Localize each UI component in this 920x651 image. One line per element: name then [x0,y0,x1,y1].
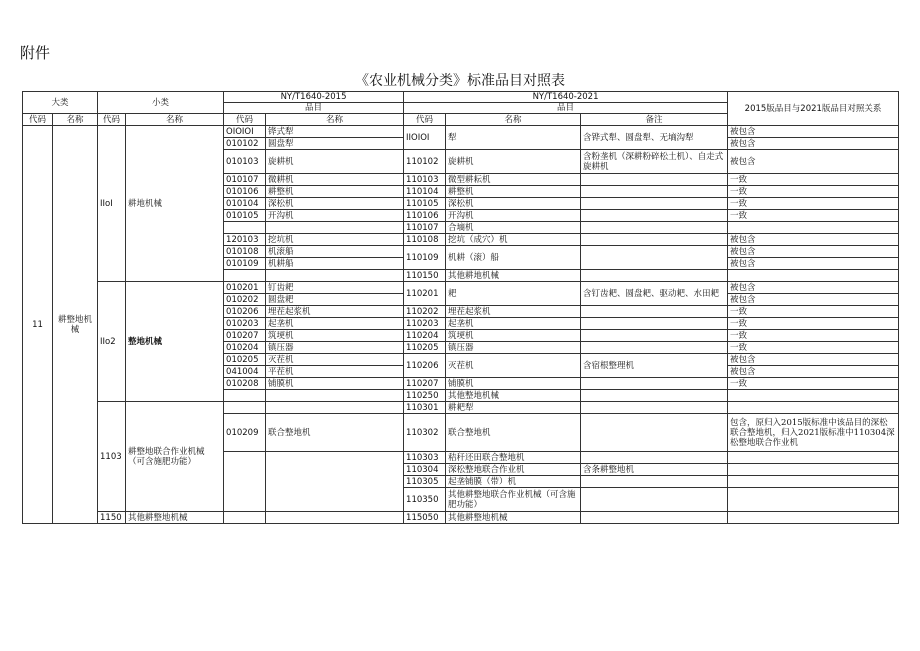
name-2021: 灭茬机 [446,354,581,378]
code-2021: 110206 [404,354,446,378]
name-2021: 秸秆还田联合整地机 [446,452,581,464]
relation: 一致 [728,330,899,342]
code-2015: 010103 [224,150,266,174]
minor-code: IIo2 [98,282,126,402]
code-2021: IIOIOI [404,126,446,150]
major-name: 耕整地机械 [53,126,98,524]
header-major-name: 名称 [53,114,98,126]
code-2015: 010105 [224,210,266,222]
header-relation: 2015版品目与2021版品目对照关系 [728,92,899,126]
name-2015: 耕整机 [266,186,404,198]
minor-code: 1150 [98,512,126,524]
note: 含钉齿耙、圆盘耙、驱动耙、水田耙 [581,282,728,306]
code-2015: 010106 [224,186,266,198]
name-2021: 耕耙犁 [446,402,581,414]
relation: 被包含 [728,150,899,174]
code-2021: 110207 [404,378,446,390]
name-2015: 深松机 [266,198,404,210]
code-2015: 010102 [224,138,266,150]
note [581,174,728,186]
header-std-2015: NY/T1640-2015 [224,92,404,103]
code-2021: 110205 [404,342,446,354]
relation [728,270,899,282]
note [581,342,728,354]
note [581,512,728,524]
header-note: 备注 [581,114,728,126]
name-2015 [266,402,404,414]
name-2021: 筑埂机 [446,330,581,342]
header-code-2015: 代码 [224,114,266,126]
name-2021: 旋耕机 [446,150,581,174]
header-minor: 小类 [98,92,224,114]
code-2021: 110108 [404,234,446,246]
note [581,270,728,282]
name-2015: 旋耕机 [266,150,404,174]
code-2015 [224,222,266,234]
code-2021: 110201 [404,282,446,306]
relation: 被包含 [728,258,899,270]
code-2021: 110102 [404,150,446,174]
name-2021: 耙 [446,282,581,306]
minor-name: 耕整地联合作业机械（可含施肥功能） [126,402,224,512]
name-2015: 铺膜机 [266,378,404,390]
relation [728,476,899,488]
code-2015 [224,452,266,512]
relation: 一致 [728,186,899,198]
note [581,186,728,198]
name-2021: 联合整地机 [446,414,581,452]
code-2021: 110301 [404,402,446,414]
note: 含铧式犁、圆盘犁、无墒沟犁 [581,126,728,150]
note [581,378,728,390]
code-2021: 110106 [404,210,446,222]
code-2015: 010107 [224,174,266,186]
name-2015: 机滚船 [266,246,404,258]
comparison-table [22,91,899,524]
name-2015: 开沟机 [266,210,404,222]
name-2015: 铧式犁 [266,126,404,138]
header-code-2021: 代码 [404,114,446,126]
table-row [23,126,899,138]
note [581,476,728,488]
note: 含宿根整理机 [581,354,728,378]
name-2015: 圆盘耙 [266,294,404,306]
relation: 被包含 [728,234,899,246]
header-major-code: 代码 [23,114,53,126]
relation: 一致 [728,342,899,354]
code-2015: 010109 [224,258,266,270]
header-item-2015: 品目 [224,103,404,114]
relation: 一致 [728,198,899,210]
code-2021: 110105 [404,198,446,210]
header-minor-name: 名称 [126,114,224,126]
note [581,306,728,318]
name-2015: 平茬机 [266,366,404,378]
relation: 被包含 [728,126,899,138]
name-2021: 镇压器 [446,342,581,354]
code-2021: 110350 [404,488,446,512]
annex-label: 附件 [20,44,51,62]
header-name-2021: 名称 [446,114,581,126]
name-2021: 起垄机 [446,318,581,330]
relation: 被包含 [728,282,899,294]
code-2015: 010209 [224,414,266,452]
name-2015: 钉齿耙 [266,282,404,294]
name-2021: 微型耕耘机 [446,174,581,186]
code-2015 [224,402,266,414]
note [581,390,728,402]
relation: 一致 [728,378,899,390]
name-2021: 其他耕整地机械 [446,512,581,524]
code-2015: 010104 [224,198,266,210]
code-2021: 110150 [404,270,446,282]
name-2021: 其他整地机械 [446,390,581,402]
relation: 一致 [728,210,899,222]
name-2021: 起垄铺膜（带）机 [446,476,581,488]
code-2015: 010208 [224,378,266,390]
minor-code: IIoI [98,126,126,282]
code-2015: OIOIOI [224,126,266,138]
relation [728,488,899,512]
name-2015: 镇压器 [266,342,404,354]
header-std-2021: NY/T1640-2021 [404,92,728,103]
name-2021: 深松整地联合作业机 [446,464,581,476]
note [581,452,728,464]
note [581,222,728,234]
code-2021: 110202 [404,306,446,318]
relation: 包含，原归入2015版标准中该品目的深松联合整地机，归入2021版标准中110304深松整地联合作业机 [728,414,899,452]
name-2015 [266,512,404,524]
minor-code: 1103 [98,402,126,512]
name-2015: 圆盘犁 [266,138,404,150]
code-2015: 010108 [224,246,266,258]
code-2015: 010204 [224,342,266,354]
code-2015 [224,512,266,524]
code-2015: 010203 [224,318,266,330]
code-2021: 110109 [404,246,446,270]
note [581,318,728,330]
relation: 一致 [728,174,899,186]
name-2021: 深松机 [446,198,581,210]
relation: 被包含 [728,246,899,258]
major-code: 11 [23,126,53,524]
header-item-2021: 品目 [404,103,728,114]
code-2015 [224,390,266,402]
code-2015: 010207 [224,330,266,342]
note [581,414,728,452]
name-2015: 机耕船 [266,258,404,270]
relation: 被包含 [728,138,899,150]
code-2015: 010201 [224,282,266,294]
code-2021: 110302 [404,414,446,452]
name-2021: 铺膜机 [446,378,581,390]
code-2021: 110107 [404,222,446,234]
relation: 被包含 [728,294,899,306]
header-minor-code: 代码 [98,114,126,126]
minor-name: 整地机械 [126,282,224,402]
relation [728,222,899,234]
name-2015 [266,390,404,402]
code-2015: 120103 [224,234,266,246]
name-2015: 微耕机 [266,174,404,186]
name-2021: 机耕（滚）船 [446,246,581,270]
relation [728,390,899,402]
relation [728,464,899,476]
code-2015: 010205 [224,354,266,366]
relation [728,452,899,464]
code-2021: 110204 [404,330,446,342]
code-2021: 110303 [404,452,446,464]
relation [728,402,899,414]
table-row [23,282,899,294]
name-2015: 挖坑机 [266,234,404,246]
name-2021: 合墒机 [446,222,581,234]
code-2021: 110103 [404,174,446,186]
name-2021: 开沟机 [446,210,581,222]
code-2021: 115050 [404,512,446,524]
name-2015: 联合整地机 [266,414,404,452]
name-2015: 埋茬起浆机 [266,306,404,318]
relation: 被包含 [728,354,899,366]
note [581,198,728,210]
name-2021: 埋茬起浆机 [446,306,581,318]
note: 含条耕整地机 [581,464,728,476]
name-2015 [266,452,404,512]
code-2015 [224,270,266,282]
relation: 一致 [728,318,899,330]
note [581,246,728,270]
name-2015: 灭茬机 [266,354,404,366]
code-2021: 110304 [404,464,446,476]
name-2015: 筑埂机 [266,330,404,342]
table-title: 《农业机械分类》标准品目对照表 [355,73,565,89]
name-2021: 犁 [446,126,581,150]
note [581,402,728,414]
name-2015: 起垄机 [266,318,404,330]
name-2015 [266,222,404,234]
note [581,330,728,342]
code-2015: 041004 [224,366,266,378]
note: 含粉垄机（深耕粉碎松土机）、自走式旋耕机 [581,150,728,174]
table-row [23,402,899,414]
note [581,234,728,246]
code-2021: 110305 [404,476,446,488]
minor-name: 耕地机械 [126,126,224,282]
relation [728,512,899,524]
name-2021: 挖坑（成穴）机 [446,234,581,246]
note [581,488,728,512]
header-major: 大类 [23,92,98,114]
minor-name: 其他耕整地机械 [126,512,224,524]
code-2021: 110104 [404,186,446,198]
code-2015: 010206 [224,306,266,318]
note [581,210,728,222]
relation: 一致 [728,306,899,318]
table-row [23,512,899,524]
header-name-2015: 名称 [266,114,404,126]
code-2021: 110203 [404,318,446,330]
name-2021: 其他耕整地联合作业机械（可含施肥功能） [446,488,581,512]
name-2015 [266,270,404,282]
code-2015: 010202 [224,294,266,306]
code-2021: 110250 [404,390,446,402]
name-2021: 其他耕地机械 [446,270,581,282]
name-2021: 耕整机 [446,186,581,198]
relation: 被包含 [728,366,899,378]
